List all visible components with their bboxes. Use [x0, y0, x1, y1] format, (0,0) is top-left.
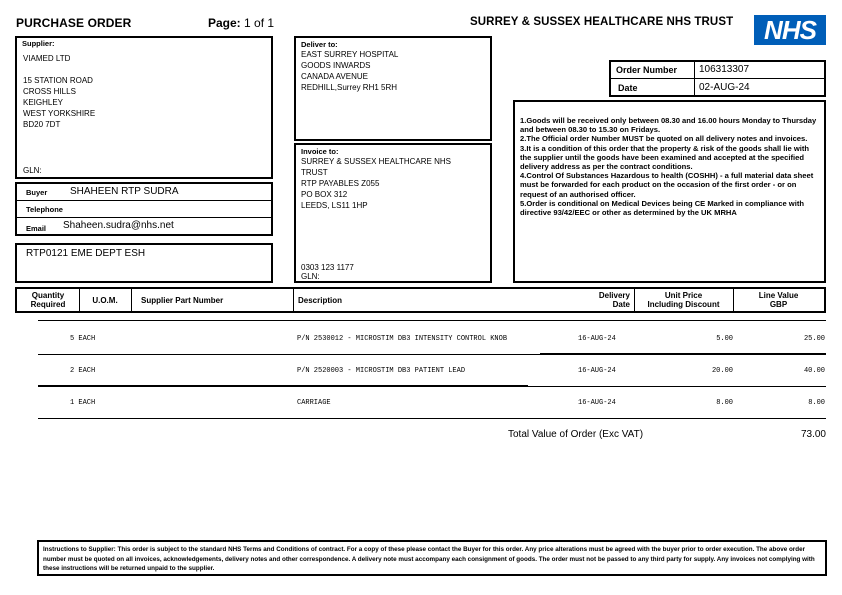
email-value[interactable]: Shaheen.sudra@nhs.net [63, 220, 174, 231]
cost-centre-box [15, 243, 273, 283]
header-delivery-line1: Delivery [598, 291, 630, 300]
row-qty-uom: 1 EACH [70, 399, 96, 407]
header-uom: U.O.M. [92, 295, 118, 305]
page-value: 1 of 1 [244, 16, 275, 30]
supplier-instructions-box [37, 540, 827, 576]
header-unit-price-line2: Including Discount [647, 300, 720, 309]
row-line-value: 8.00 [808, 399, 825, 407]
cost-centre: RTP0121 EME DEPT ESH [26, 248, 146, 259]
total-value: 73.00 [800, 429, 826, 440]
header-delivery [557, 289, 634, 311]
invoice-to-box [294, 143, 492, 283]
invoice-to-address [301, 156, 451, 211]
header-supplier-part: Supplier Part Number [141, 295, 224, 305]
deliver-to-label: Deliver to: [301, 40, 338, 49]
conditions-box [513, 100, 826, 283]
supplier-address-line: WEST YORKSHIRE [23, 109, 96, 118]
table-header [15, 287, 826, 313]
row-qty-uom: 2 EACH [70, 367, 96, 375]
page-label: Page: [208, 16, 241, 30]
row-unit-price: 5.00 [716, 335, 733, 343]
condition-item: 5.Order is conditional on Medical Devices being CE Marked in compliance with directive 93/42/EEC or other as determined by the UK MRHA [520, 198, 804, 218]
buyer-box [15, 182, 273, 236]
invoice-to-label: Invoice to: [301, 147, 339, 156]
supplier-name: VIAMED LTD [23, 54, 71, 63]
row-description: P/N 2520003 - MICROSTIM DB3 PATIENT LEAD [297, 367, 466, 375]
row-divider [38, 418, 826, 419]
date-value: 02-AUG-24 [699, 82, 750, 93]
header-unit-price-line1: Unit Price [664, 291, 703, 300]
invoice-to-line: SURREY & SUSSEX HEALTHCARE NHS [301, 157, 451, 166]
deliver-to-address [301, 49, 398, 93]
supplier-instructions: Instructions to Supplier: This order is subject to the standard NHS Terms and Conditions of contract. For a copy of these please contact the Buyer for this order. Any price alterations must be agreed with the buyer prior to order execution. The above order number must be quoted on all invoices, acknowledgements, delivery notes and other correspondence. A delivery note must accompany each consignment of goods. The order must not be passed to any third party for supply. Any invoices not complying with these instructions will be returned unpaid to the supplier. [43, 546, 815, 572]
supplier-address-line: 15 STATION ROAD [23, 76, 93, 85]
invoice-to-line: TRUST [301, 168, 328, 177]
row-qty-uom: 5 EACH [70, 335, 96, 343]
condition-item: 4.Control Of Substances Hazardous to health (COSHH) - a full material data sheet must be forwarded for each product on the occasion of the first order - or on request of an authorised officer. [520, 171, 814, 199]
deliver-to-line: REDHILL,Surrey RH1 5RH [301, 83, 398, 92]
row-delivery-date: 16-AUG-24 [578, 399, 616, 407]
document-title: PURCHASE ORDER [16, 16, 132, 30]
email-row [17, 218, 271, 236]
order-number-value: 106313307 [699, 64, 750, 75]
table-row [38, 323, 824, 355]
row-divider [38, 320, 826, 321]
header-quantity-line2: Required [30, 300, 66, 309]
telephone-row [17, 201, 271, 218]
row-description: P/N 2530012 - MICROSTIM DB3 INTENSITY CONTROL KNOB [297, 335, 508, 343]
date-label: Date [618, 83, 638, 93]
total-label: Total Value of Order (Exc VAT) [508, 429, 644, 440]
telephone-label: Telephone [26, 205, 63, 214]
row-line-value: 25.00 [803, 335, 825, 343]
row-description: CARRIAGE [297, 399, 331, 407]
row-delivery-date: 16-AUG-24 [578, 367, 616, 375]
header-line-value-line2: GBP [769, 300, 788, 309]
row-line-value: 40.00 [803, 367, 825, 375]
page-indicator [208, 16, 274, 30]
header-line-value [733, 289, 824, 311]
header-description: Description [298, 295, 343, 305]
buyer-label: Buyer [26, 188, 48, 197]
supplier-label: Supplier: [22, 39, 55, 48]
header-unit-price [634, 289, 733, 311]
header-divider [293, 289, 294, 311]
invoice-to-gln-label: GLN: [301, 272, 320, 281]
header-divider [131, 289, 132, 311]
supplier-address-line: KEIGHLEY [23, 98, 64, 107]
row-delivery-date: 16-AUG-24 [578, 335, 616, 343]
buyer-row [17, 184, 271, 201]
row-unit-price: 8.00 [716, 399, 733, 407]
deliver-to-line: GOODS INWARDS [301, 61, 371, 70]
header-delivery-line2: Date [612, 300, 630, 309]
supplier-address-line: BD20 7DT [23, 120, 61, 129]
header-quantity [17, 289, 79, 311]
header-line-value-line1: Line Value [758, 291, 799, 300]
condition-item: 3.It is a condition of this order that the property & risk of the goods shall lie with the supplier until the goods have been examined and accepted at the specified delivery address as per the contract conditions. [520, 143, 810, 172]
email-label: Email [26, 224, 47, 233]
order-number-row [611, 62, 824, 79]
deliver-to-line: CANADA AVENUE [301, 72, 368, 81]
condition-item: 1.Goods will be received only between 08.30 and 16.00 hours Monday to Thursday and between 08.30 to 15.30 on Fridays. [520, 116, 817, 135]
header-quantity-line1: Quantity [31, 291, 65, 300]
invoice-to-phone: 0303 123 1177 [301, 263, 354, 272]
condition-item: 2.The Official order Number MUST be quoted on all delivery notes and invoices. [520, 134, 808, 144]
table-row [38, 355, 824, 387]
date-row [611, 79, 824, 97]
invoice-to-line: RTP PAYABLES Z055 [301, 179, 380, 188]
deliver-to-line: EAST SURREY HOSPITAL [301, 50, 399, 59]
buyer-value: SHAHEEN RTP SUDRA [70, 186, 179, 197]
invoice-to-line: LEEDS, LS11 1HP [301, 201, 368, 210]
deliver-to-box [294, 36, 492, 141]
order-number-label: Order Number [616, 65, 678, 75]
supplier-address [23, 75, 95, 130]
invoice-to-line: PO BOX 312 [301, 190, 348, 199]
conditions-list [520, 116, 822, 217]
trust-name: SURREY & SUSSEX HEALTHCARE NHS TRUST [470, 16, 734, 28]
row-unit-price: 20.00 [711, 367, 733, 375]
supplier-gln-label: GLN: [23, 166, 42, 175]
order-info-box [609, 60, 826, 97]
supplier-address-line: CROSS HILLS [23, 87, 76, 96]
supplier-box [15, 36, 273, 179]
table-row [38, 387, 824, 419]
nhs-logo [754, 15, 826, 45]
nhs-logo-text: NHS [764, 14, 816, 45]
